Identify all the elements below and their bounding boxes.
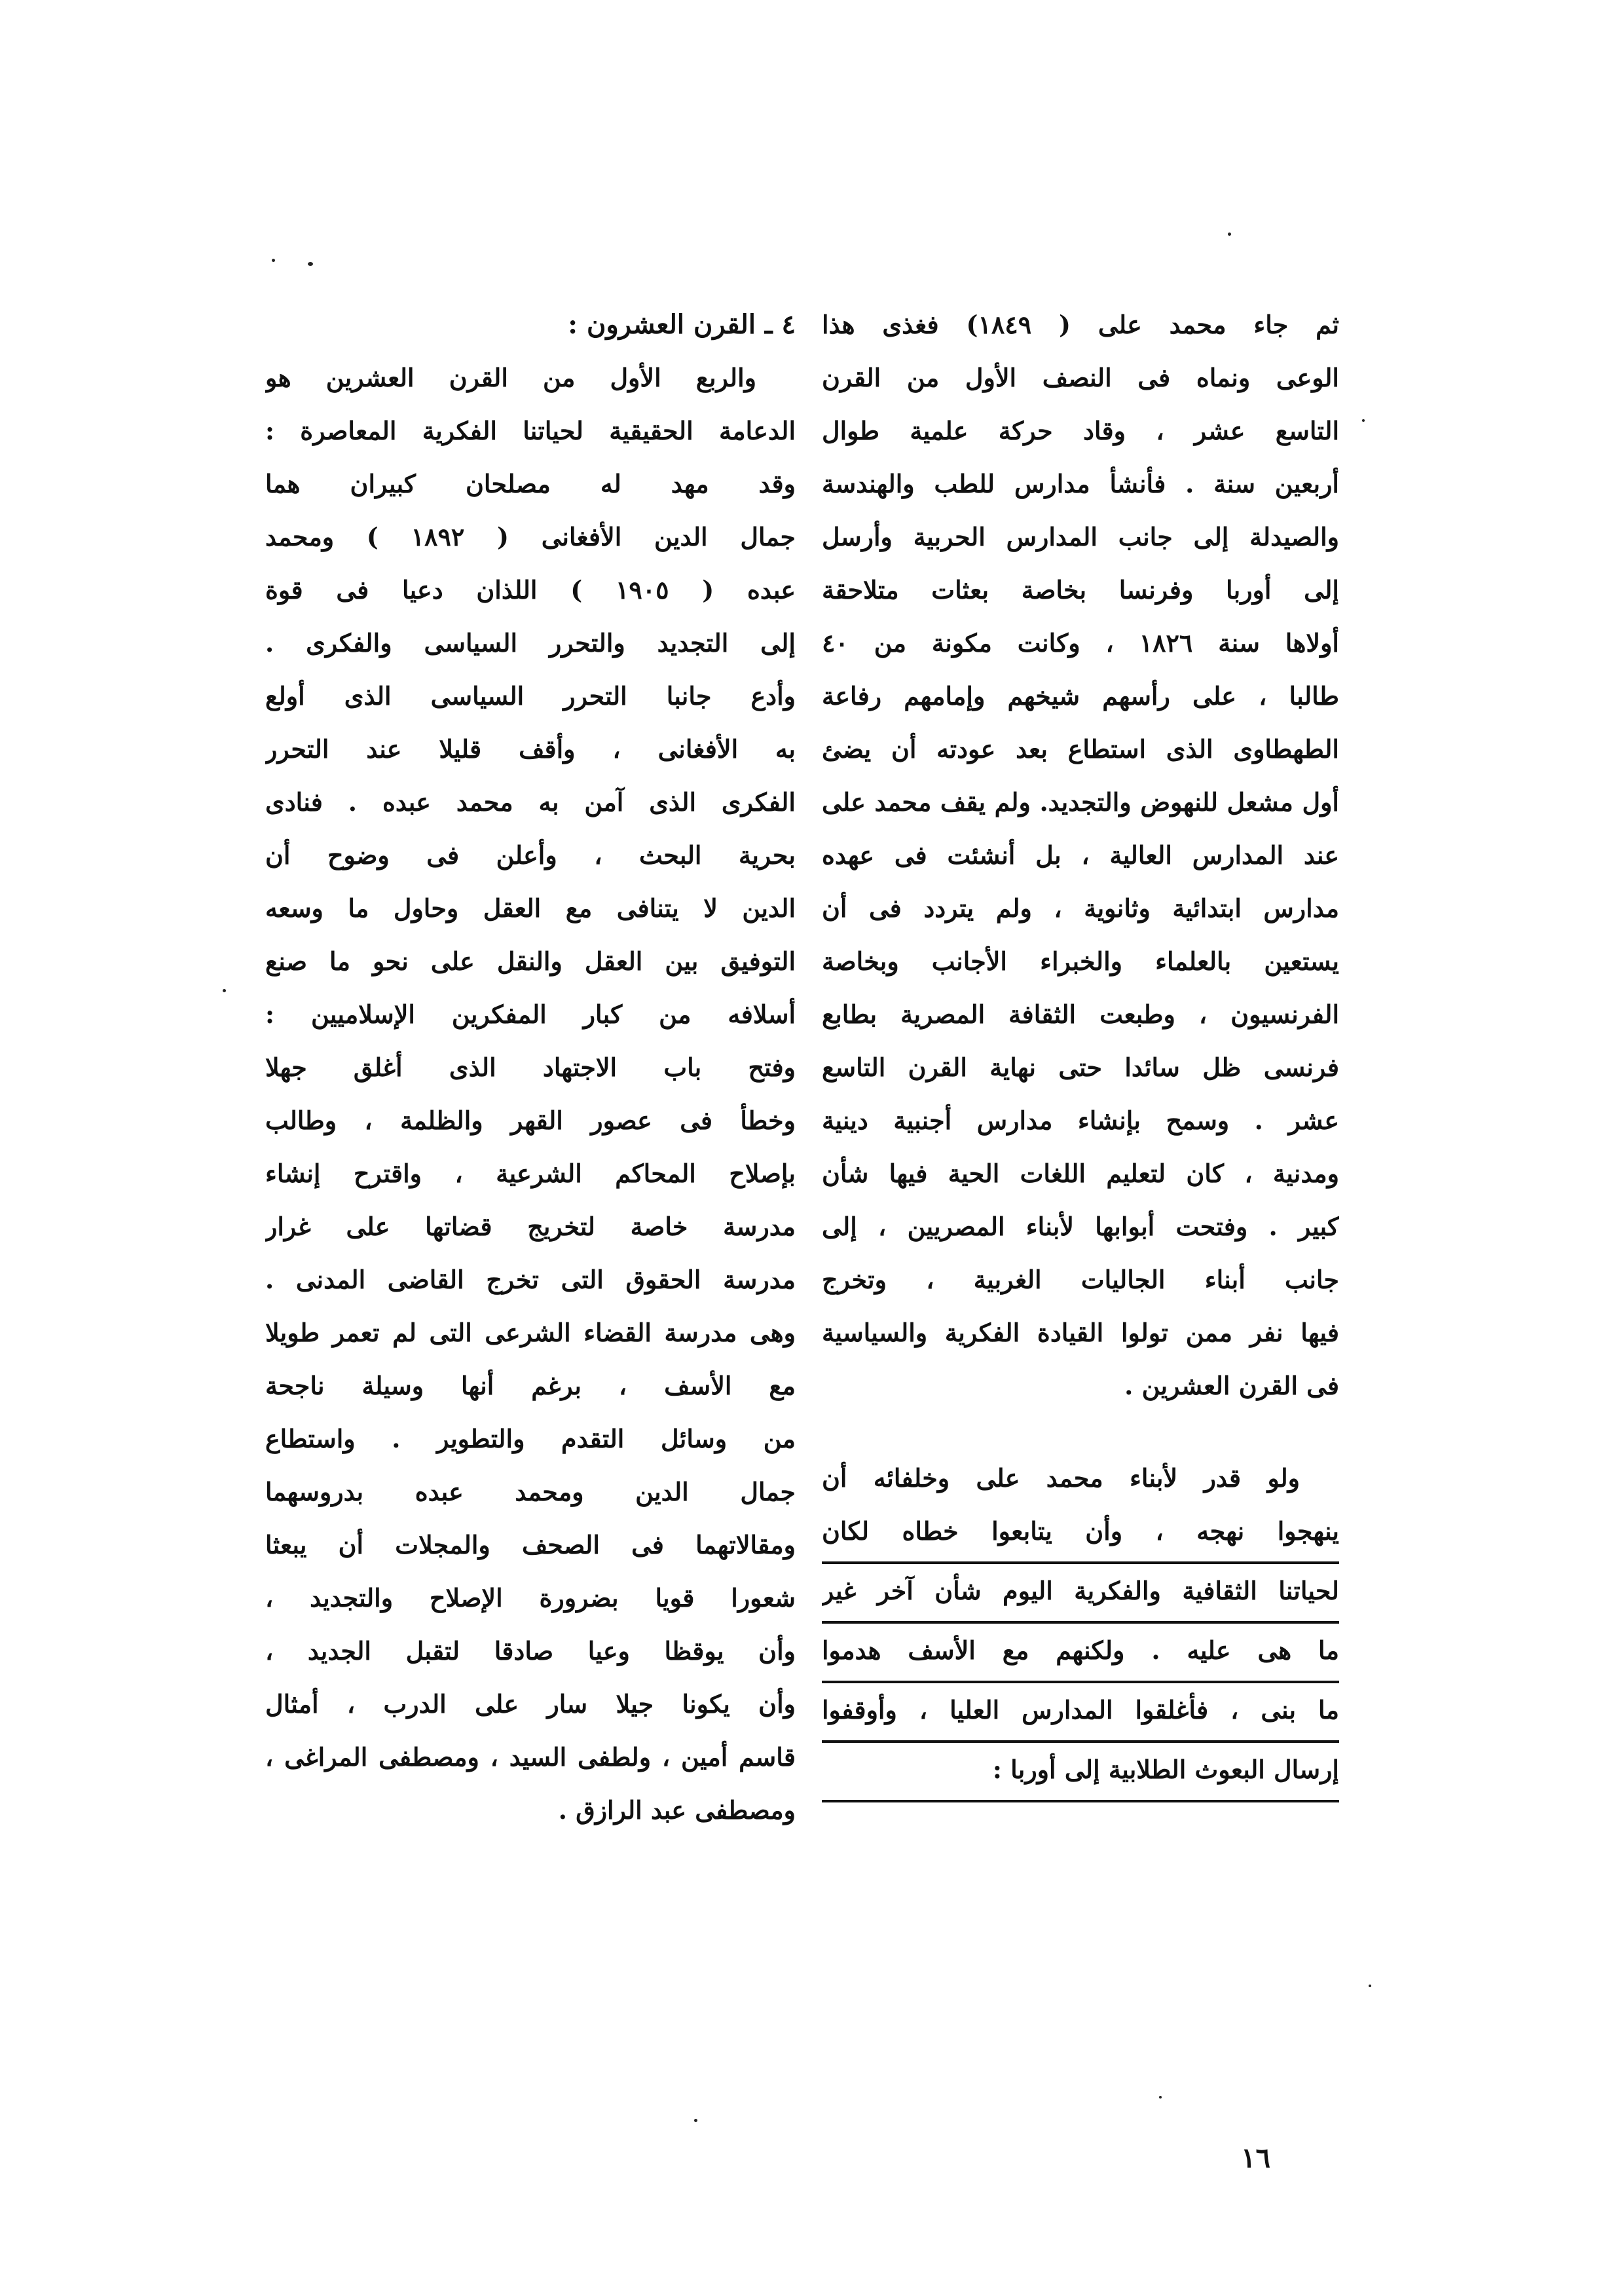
text-line: التاسع عشر ، وقاد حركة علمية طوال (822, 416, 1339, 445)
text-line: عند المدارس العالية ، بل أنشئت فى عهده (822, 840, 1339, 870)
scan-speck (1369, 1985, 1371, 1987)
text-line: جمال الدين ومحمد عبده بدروسهما (265, 1477, 796, 1506)
text-line: فرنسى ظل سائدا حتى نهاية القرن التاسع (822, 1053, 1339, 1082)
paragraph-gap (822, 1412, 1339, 1451)
left-column (265, 298, 796, 1837)
text-line: ومقالاتهما فى الصحف والمجلات أن يبعثا (265, 1530, 796, 1559)
text-line: والربع الأول من القرن العشرين هو (265, 363, 756, 392)
section-heading: ٤ ـ القرن العشرون : (568, 309, 796, 340)
underlined-line: ينهجوا نهجه ، وأن يتابعوا خطاه لكان (822, 1504, 1339, 1564)
text-line: وهى مدرسة القضاء الشرعى التى لم تعمر طويلا (265, 1318, 796, 1347)
text-line: عبده ( ١٩٠٥ ) اللذان دعيا فى قوة (265, 575, 796, 605)
page-number: ١٦ (1241, 2142, 1271, 2174)
text-line: الوعى ونماه فى النصف الأول من القرن (822, 363, 1339, 392)
text-line: فيها نفر ممن تولوا القيادة الفكرية والسياسية (822, 1318, 1339, 1347)
text-line: والصيدلة إلى جانب المدارس الحربية وأرسل (822, 522, 1339, 551)
scan-speck (1362, 419, 1365, 422)
text-line: فى القرن العشرين . (1124, 1371, 1339, 1400)
text-line: مدرسة خاصة لتخريج قضاتها على غرار (265, 1212, 796, 1241)
text-line: وأدع جانبا التحرر السياسى الذى أولع (265, 681, 796, 711)
scan-speck (1159, 2096, 1162, 2099)
text-line: أولاها سنة ١٨٢٦ ، وكانت مكونة من ٤٠ (822, 628, 1339, 658)
scan-speck (1228, 233, 1231, 236)
underlined-line: إرسال البعوث الطلابية إلى أوربا : (822, 1743, 1339, 1802)
text-line: طالبا ، على رأسهم شيخهم وإمامهم رفاعة (822, 681, 1339, 711)
text-line: يستعين بالعلماء والخبراء الأجانب وبخاصة (822, 946, 1339, 976)
text-line: شعورا قويا بضرورة الإصلاح والتجديد ، (265, 1583, 796, 1613)
underlined-line: لحياتنا الثقافية والفكرية اليوم شأن آخر غير (822, 1564, 1339, 1624)
text-line: إلى التجديد والتحرر السياسى والفكرى . (265, 628, 796, 658)
text-line: كبير . وفتحت أبوابها لأبناء المصريين ، إلى (822, 1212, 1339, 1241)
text-line: قاسم أمين ، ولطفى السيد ، ومصطفى المراغى ، (265, 1742, 796, 1772)
text-line: بحرية البحث ، وأعلن فى وضوح أن (265, 840, 796, 870)
text-line: وفتح باب الاجتهاد الذى أغلق جهلا (265, 1053, 796, 1082)
text-line: ومدنية ، كان لتعليم اللغات الحية فيها شأن (822, 1159, 1339, 1188)
text-line: من وسائل التقدم والتطوير . واستطاع (265, 1424, 796, 1453)
text-line: جانب أبناء الجاليات الغربية ، وتخرج (822, 1265, 1339, 1294)
text-line: مدرسة الحقوق التى تخرج القاضى المدنى . (265, 1265, 796, 1294)
text-line: مدارس ابتدائية وثانوية ، ولم يتردد فى أن (822, 893, 1339, 923)
underlined-line: ما هى عليه . ولكنهم مع الأسف هدموا (822, 1624, 1339, 1683)
text-line: به الأفغانى ، وأقف قليلا عند التحرر (265, 734, 796, 764)
text-line: بإصلاح المحاكم الشرعية ، واقترح إنشاء (265, 1159, 796, 1188)
text-line: مع الأسف ، برغم أنها وسيلة ناجحة (265, 1371, 796, 1400)
text-line: أربعين سنة . فأنشأ مدارس للطب والهندسة (822, 469, 1339, 498)
text-line: الدعامة الحقيقية لحياتنا الفكرية المعاصرة : (265, 416, 796, 445)
scan-speck (223, 989, 226, 992)
text-line: وخطأ فى عصور القهر والظلمة ، وطالب (265, 1106, 796, 1135)
scan-speck (694, 2119, 697, 2122)
text-line: الدين لا يتنافى مع العقل وحاول ما وسعه (265, 893, 796, 923)
scan-speck (272, 259, 275, 262)
text-line: الطهطاوى الذى استطاع بعد عودته أن يضئ (822, 734, 1339, 764)
text-line: أسلافه من كبار المفكرين الإسلاميين : (265, 999, 796, 1029)
text-line: وأن يكونا جيلا سار على الدرب ، أمثال (265, 1689, 796, 1719)
scan-speck (308, 262, 313, 266)
text-line: الفرنسيون ، وطبعت الثقافة المصرية بطابع (822, 999, 1339, 1029)
text-line: أول مشعل للنهوض والتجديد. ولم يقف محمد على (822, 787, 1339, 817)
text-line: وأن يوقظا وعيا صادقا لتقبل الجديد ، (265, 1636, 796, 1666)
text-line: عشر . وسمح بإنشاء مدارس أجنبية دينية (822, 1106, 1339, 1135)
text-line: وقد مهد له مصلحان كبيران هما (265, 469, 796, 498)
text-line: إلى أوربا وفرنسا بخاصة بعثات متلاحقة (822, 575, 1339, 605)
text-line: ثم جاء محمد على ( ١٨٤٩) فغذى هذا (822, 310, 1339, 339)
text-line: ومصطفى عبد الرازق . (558, 1795, 796, 1825)
text-line: جمال الدين الأفغانى ( ١٨٩٢ ) ومحمد (265, 522, 796, 551)
underlined-line: ما بنى ، فأغلقوا المدارس العليا ، وأوقفوا (822, 1683, 1339, 1743)
text-line: التوفيق بين العقل والنقل على نحو ما صنع (265, 946, 796, 976)
text-line: الفكرى الذى آمن به محمد عبده . فنادى (265, 787, 796, 817)
text-line: ولو قدر لأبناء محمد على وخلفائه أن (822, 1463, 1300, 1493)
right-column (822, 298, 1339, 1802)
